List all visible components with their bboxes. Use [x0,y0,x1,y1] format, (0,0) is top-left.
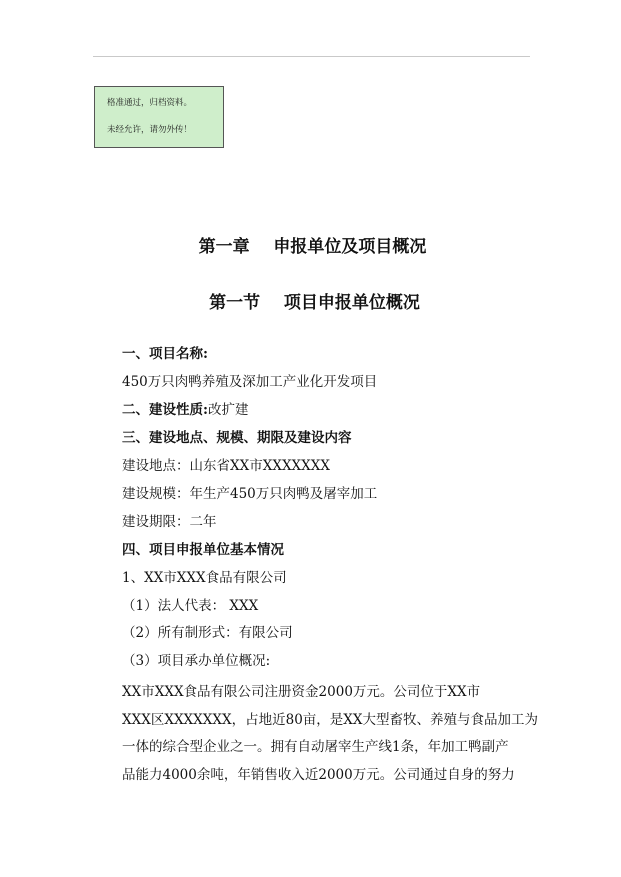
project-name-value: 450万只肉鸭养殖及深加工产业化开发项目 [122,374,378,390]
paragraph-line: 品能力4000余吨，年销售收入近2000万元。公司通过自身的努力 [122,766,515,783]
paragraph-line: XX市XXX食品有限公司注册资金2000万元。公司位于XX市 [122,684,481,700]
construction-nature-row [122,400,248,420]
paragraph-line: 一体的综合型企业之一。拥有自动屠宰生产线1条，年加工鸭副产 [122,739,509,755]
legal-representative: （1）法人代表： XXX [122,598,259,614]
section-title: 第一节 项目申报单位概况 [209,293,420,313]
stamp-line-1: 格准通过，归档资料。 [107,98,193,108]
chapter-title: 第一章 申报单位及项目概况 [198,237,427,257]
company-description [122,679,539,789]
construction-nature-value: 改扩建 [207,402,249,418]
approval-stamp [94,86,224,148]
heading-applicant-info: 四、项目申报单位基本情况 [122,542,284,558]
stamp-line-2: 未经允许，请勿外传！ [107,125,193,135]
construction-location: 建设地点：山东省XX市XXXXXXX [122,458,330,474]
header-rule [93,56,530,57]
company-name: 1、XX市XXX食品有限公司 [122,570,287,586]
paragraph-line: XXX区XXXXXXX，占地近80亩，是XX大型畜牧、养殖与食品加工为 [122,711,539,728]
company-overview-heading: （3）项目承办单位概况: [122,653,271,669]
ownership-form: （2）所有制形式：有限公司 [122,625,293,641]
construction-period: 建设期限：二年 [122,514,217,530]
heading-construction-nature: 二、建设性质: [122,402,208,418]
construction-scale: 建设规模：年生产450万只肉鸭及屠宰加工 [122,486,378,502]
heading-project-name: 一、项目名称: [122,346,208,362]
heading-location-scale: 三、建设地点、规模、期限及建设内容 [122,430,352,446]
